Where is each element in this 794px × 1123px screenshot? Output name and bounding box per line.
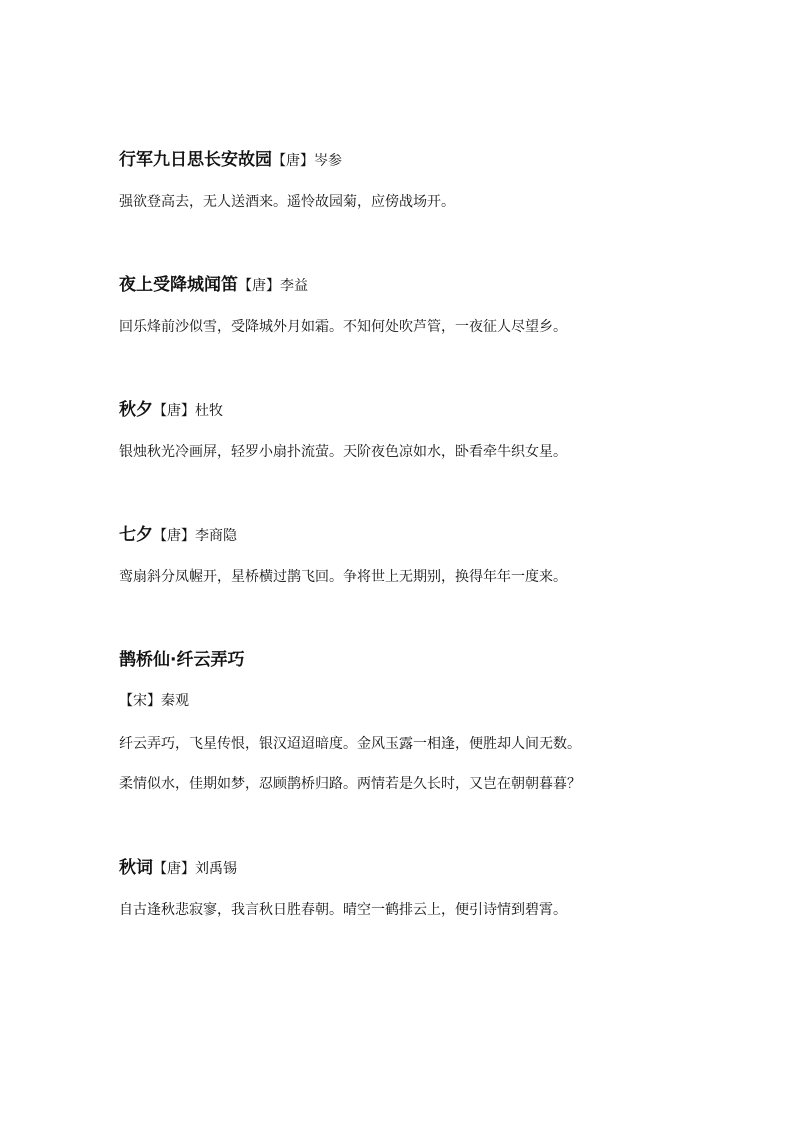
poem-title: 秋夕 [119, 400, 153, 420]
poem-title: 鹊桥仙·纤云弄巧 [119, 650, 245, 670]
poem-author: 【唐】李商隐 [153, 528, 237, 544]
poem-title: 夜上受降城闻笛 [119, 275, 238, 295]
poem-author: 【唐】刘禹锡 [153, 861, 237, 877]
poem-author: 【宋】秦观 [119, 693, 189, 709]
poem-title-line [119, 524, 237, 547]
poem-title-line [119, 149, 342, 172]
poem-title: 七夕 [119, 525, 153, 545]
poem-author: 【唐】李益 [238, 278, 308, 294]
poem-text-line: 银烛秋光冷画屏，轻罗小扇扑流萤。天阶夜色凉如水，卧看牵牛织女星。 [119, 444, 567, 460]
poem-title-line [119, 399, 223, 422]
poem-text-line: 强欲登高去，无人送酒来。遥怜故园菊，应傍战场开。 [119, 194, 455, 210]
poem-author: 【唐】岑参 [272, 153, 342, 169]
poem-title: 秋词 [119, 858, 153, 878]
poem-author: 【唐】杜牧 [153, 403, 223, 419]
poem-text-line: 自古逢秋悲寂寥，我言秋日胜春朝。晴空一鹤排云上，便引诗情到碧霄。 [119, 902, 567, 918]
poem-text-line: 鸾扇斜分凤幄开，星桥横过鹊飞回。争将世上无期别，换得年年一度来。 [119, 569, 567, 585]
poem-title-line [119, 274, 308, 297]
poem-title-line [119, 857, 237, 880]
poem-title: 行军九日思长安故园 [119, 150, 272, 170]
poem-text-line: 柔情似水，佳期如梦，忍顾鹊桥归路。两情若是久长时，又岂在朝朝暮暮？ [119, 776, 581, 792]
poem-text-line: 纤云弄巧，飞星传恨，银汉迢迢暗度。金风玉露一相逢，便胜却人间无数。 [119, 736, 581, 752]
poem-title-line [119, 649, 244, 671]
poem-text-line: 回乐烽前沙似雪，受降城外月如霜。不知何处吹芦管，一夜征人尽望乡。 [119, 319, 567, 335]
